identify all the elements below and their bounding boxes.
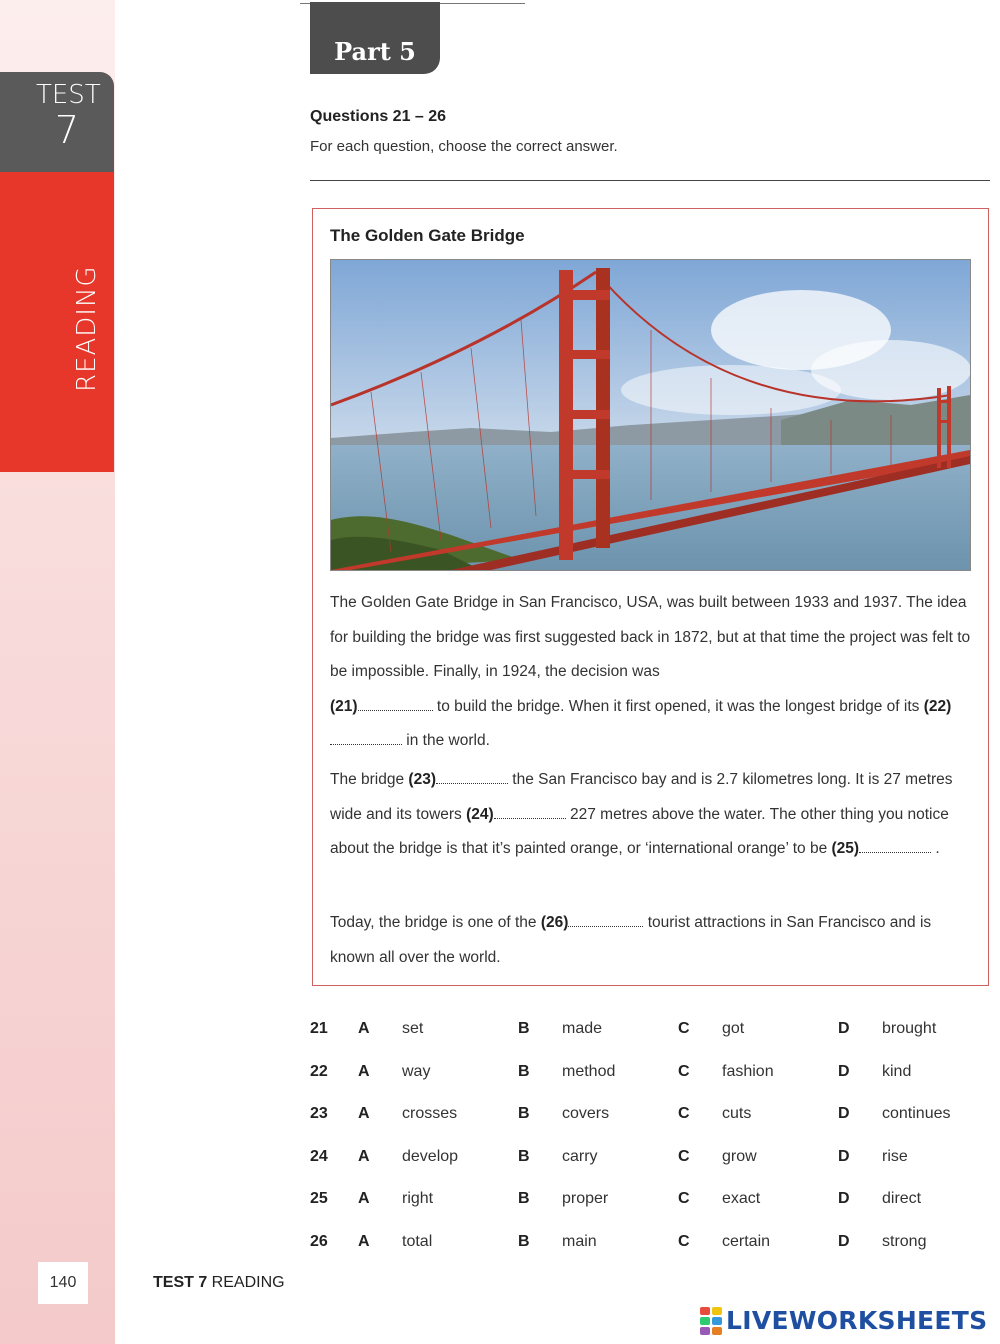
option-25-b[interactable]: proper	[562, 1190, 609, 1208]
option-24-d[interactable]: rise	[882, 1147, 908, 1165]
question-number: 25	[310, 1190, 328, 1208]
option-letter-b: B	[518, 1020, 530, 1038]
option-letter-c: C	[678, 1232, 690, 1250]
paragraph-2-text-a: The bridge	[330, 771, 409, 788]
gap-24-number: (24)	[466, 805, 494, 823]
option-25-a[interactable]: right	[402, 1190, 434, 1208]
option-26-b[interactable]: main	[562, 1232, 597, 1250]
liveworksheets-logo-text: LIVEWORKSHEETS	[726, 1306, 988, 1335]
option-letter-d: D	[838, 1105, 850, 1123]
section-label: READING	[72, 265, 102, 392]
option-26-d[interactable]: strong	[882, 1232, 927, 1250]
option-21-a[interactable]: set	[402, 1020, 424, 1038]
option-22-d[interactable]: kind	[882, 1062, 912, 1080]
option-letter-c: C	[678, 1020, 690, 1038]
paragraph-1-text-a: The Golden Gate Bridge in San Francisco, USA, was built between 1933 and 1937. The idea for building the bridge was first suggested back in 1872, but at that time the project was felt to be impossible. Finally, in 1924, the decision was	[330, 594, 971, 680]
option-row-25	[310, 1178, 992, 1221]
option-23-c[interactable]: cuts	[722, 1105, 752, 1123]
paragraph-2	[330, 763, 975, 867]
question-number: 21	[310, 1020, 328, 1038]
paragraph-1-text-c: in the world.	[402, 732, 490, 749]
answer-options-table	[310, 1008, 992, 1263]
option-letter-a: A	[358, 1147, 370, 1165]
option-letter-c: C	[678, 1062, 690, 1080]
question-number: 22	[310, 1062, 328, 1080]
option-23-a[interactable]: crosses	[402, 1105, 458, 1123]
option-letter-a: A	[358, 1020, 370, 1038]
option-letter-a: A	[358, 1105, 370, 1123]
paragraph-1-text-b: to build the bridge. When it first opened, it was the longest bridge of its	[432, 697, 924, 715]
option-letter-b: B	[518, 1232, 530, 1250]
question-number: 24	[310, 1147, 328, 1165]
paragraph-2-text-b: the San Francisco bay and is 2.7 kilometres long. It is 27 metres wide and its towers	[330, 771, 953, 823]
option-row-26	[310, 1221, 992, 1264]
option-letter-c: C	[678, 1190, 690, 1208]
option-letter-c: C	[678, 1105, 690, 1123]
option-letter-c: C	[678, 1147, 690, 1165]
paragraph-3-text-a: Today, the bridge is one of the	[330, 914, 541, 931]
liveworksheets-logo	[700, 1306, 987, 1335]
option-23-b[interactable]: covers	[562, 1105, 610, 1123]
footer-test-label: TEST 7	[153, 1274, 208, 1291]
option-letter-d: D	[838, 1190, 850, 1208]
page-footer	[153, 1274, 285, 1292]
paragraph-2-text-d: .	[931, 840, 940, 857]
option-row-21	[310, 1008, 992, 1051]
option-22-b[interactable]: method	[562, 1062, 616, 1080]
gap-24[interactable]	[494, 804, 566, 819]
question-number: 23	[310, 1105, 328, 1123]
liveworksheets-logo-icon	[700, 1307, 722, 1335]
gap-22-number: (22)	[923, 697, 952, 715]
test-number: 7	[54, 108, 80, 152]
option-24-c[interactable]: grow	[722, 1147, 757, 1165]
gap-21[interactable]	[358, 696, 433, 711]
gap-25-number: (25)	[831, 840, 860, 857]
option-25-c[interactable]: exact	[722, 1190, 761, 1208]
option-23-d[interactable]: continues	[882, 1105, 951, 1123]
option-letter-a: A	[358, 1232, 370, 1250]
test-word: TEST	[36, 80, 101, 110]
option-row-24	[310, 1136, 992, 1179]
gap-23[interactable]	[436, 769, 508, 784]
option-letter-d: D	[838, 1147, 850, 1165]
option-letter-b: B	[518, 1190, 530, 1208]
option-22-a[interactable]: way	[402, 1062, 431, 1080]
gap-22[interactable]	[330, 730, 402, 745]
option-letter-b: B	[518, 1147, 530, 1165]
option-21-b[interactable]: made	[562, 1020, 603, 1038]
part-tab	[310, 2, 440, 74]
option-letter-d: D	[838, 1020, 850, 1038]
gap-25[interactable]	[859, 838, 931, 853]
option-letter-b: B	[518, 1062, 530, 1080]
paragraph-2-text-c: 227 metres above the water. The other thing you notice about the bridge is that it’s painted orange, or ‘international orange’ to be	[330, 805, 949, 857]
option-26-c[interactable]: certain	[722, 1232, 771, 1250]
paragraph-3-text-b: tourist attractions in San Francisco and is known all over the world.	[330, 914, 932, 966]
gap-23-number: (23)	[408, 771, 436, 788]
section-divider	[310, 180, 990, 181]
question-number: 26	[310, 1232, 328, 1250]
questions-title: Questions 21 – 26	[310, 108, 447, 125]
footer-section-label: READING	[207, 1274, 285, 1291]
option-24-b[interactable]: carry	[562, 1147, 598, 1165]
option-25-d[interactable]: direct	[882, 1190, 922, 1208]
option-row-22	[310, 1051, 992, 1094]
paragraph-3	[330, 906, 975, 975]
gap-26-number: (26)	[540, 914, 569, 931]
option-26-a[interactable]: total	[402, 1232, 433, 1250]
option-row-23	[310, 1093, 992, 1136]
option-letter-a: A	[358, 1190, 370, 1208]
page-number: 140	[38, 1262, 88, 1304]
option-22-c[interactable]: fashion	[722, 1062, 774, 1080]
option-letter-d: D	[838, 1062, 850, 1080]
article-title: The Golden Gate Bridge	[330, 226, 525, 245]
paragraph-1	[330, 586, 975, 759]
option-letter-d: D	[838, 1232, 850, 1250]
option-letter-a: A	[358, 1062, 370, 1080]
instructions: For each question, choose the correct answer.	[310, 138, 618, 155]
option-24-a[interactable]: develop	[402, 1147, 459, 1165]
gap-26[interactable]	[568, 912, 643, 927]
part-label: Part 5	[334, 37, 416, 66]
option-letter-b: B	[518, 1105, 530, 1123]
option-21-c[interactable]: got	[722, 1020, 745, 1038]
option-21-d[interactable]: brought	[882, 1020, 937, 1038]
gap-21-number: (21)	[330, 697, 358, 715]
golden-gate-bridge-photo	[330, 259, 971, 571]
